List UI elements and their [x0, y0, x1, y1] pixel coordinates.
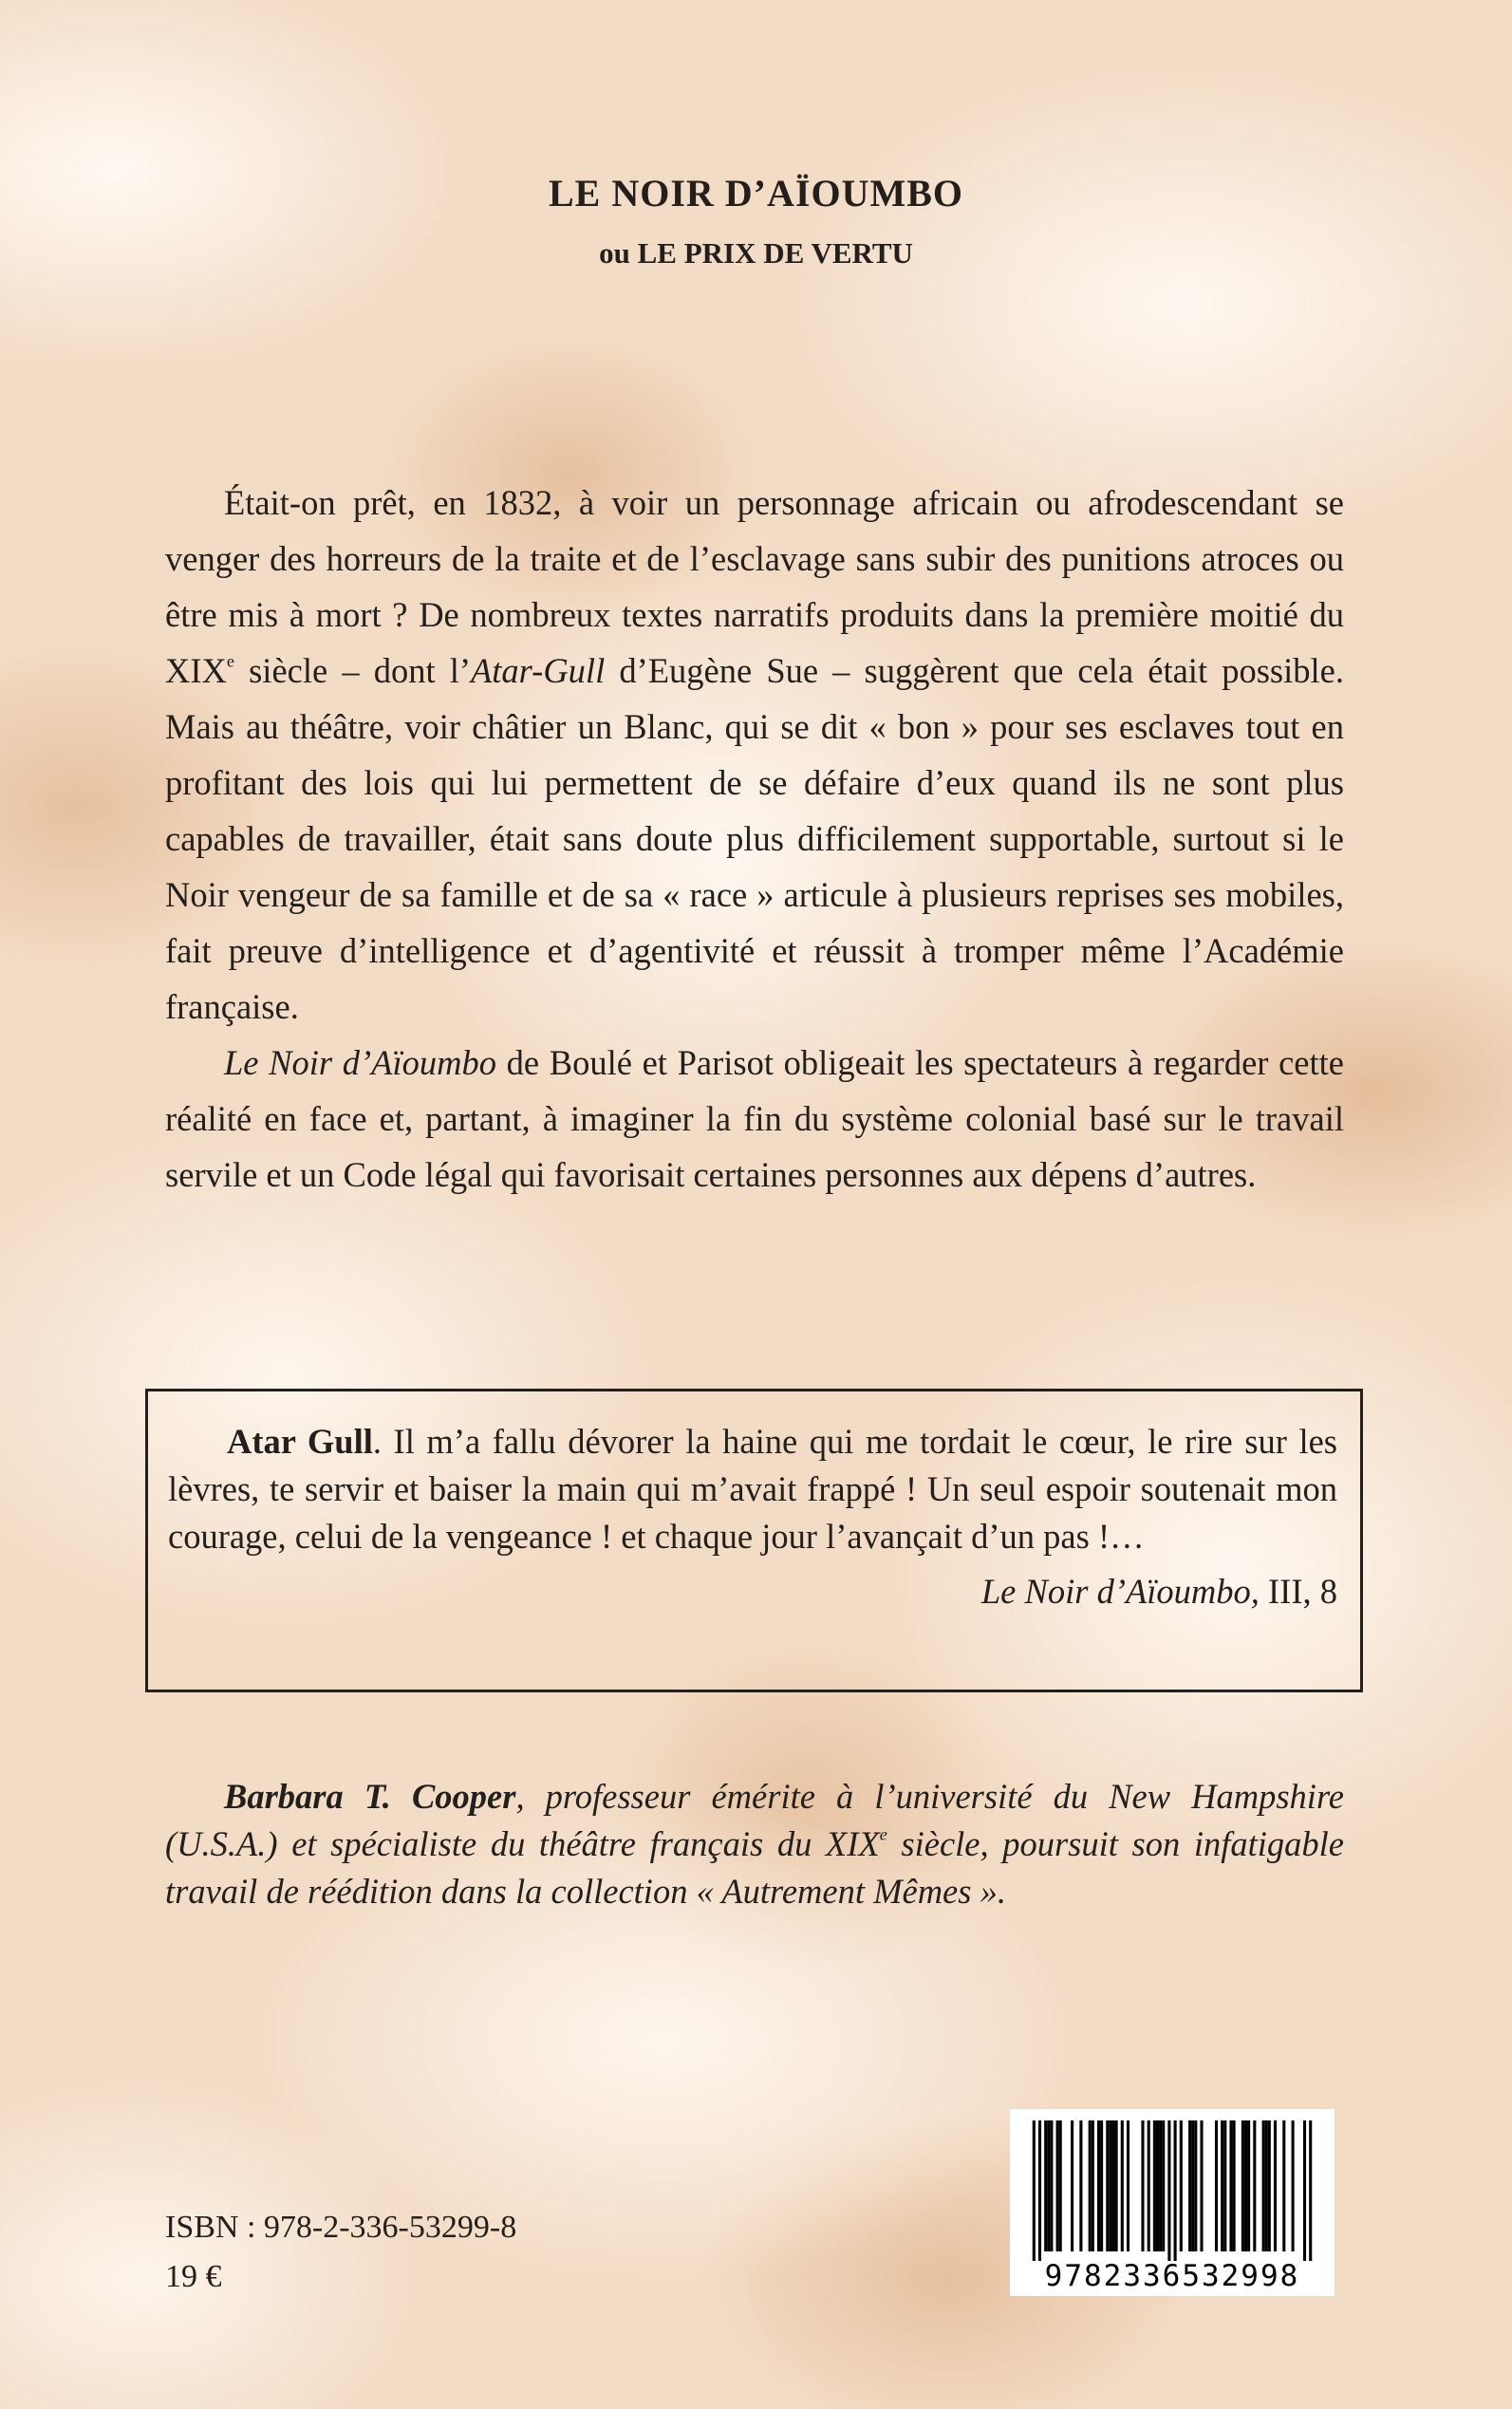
barcode-bar [1159, 2120, 1162, 2251]
barcode-bar [1148, 2120, 1150, 2251]
barcode-bar [1044, 2120, 1047, 2251]
blurb-p1-text-b: siècle – dont l’ [233, 651, 471, 690]
quote-source-ref: III, 8 [1259, 1572, 1337, 1611]
title-block [0, 171, 1512, 271]
barcode-bar [1162, 2120, 1165, 2251]
barcode-bar [1056, 2120, 1059, 2251]
blurb [165, 475, 1344, 1203]
blurb-paragraph-1 [165, 475, 1344, 1035]
blurb-p1-italic: Atar-Gull [471, 651, 606, 690]
barcode-bar [1274, 2120, 1277, 2251]
barcode-digits: 9782336532998 [1044, 2259, 1300, 2293]
barcode-bar [1282, 2120, 1285, 2251]
barcode-bar [1221, 2120, 1223, 2251]
barcode-bar [1121, 2120, 1124, 2251]
barcode-bar [1089, 2120, 1092, 2251]
author-bio-text-a: , professeur émérite à l’université du New Hampshire (U.S.A.) et spécialiste du théâtre français du XIX [165, 1777, 1345, 1863]
price: 19 € [165, 2259, 222, 2294]
barcode-bar [1059, 2120, 1062, 2251]
barcode-bar [1097, 2120, 1100, 2251]
blurb-paragraph-2 [165, 1035, 1344, 1203]
barcode-bar [1071, 2120, 1073, 2251]
barcode [1010, 2109, 1335, 2296]
quote-body: . Il m’a fallu dévorer la haine qui me tordait le cœur, le rire sur les lèvres, te servir et baiser la main qui m’avait frappé ! Un seul espoir soutenait mon courage, celui de la vengeance ! et chaque jour l’avançait d’un pas !… [168, 1422, 1337, 1556]
blurb-p1-sup: e [226, 651, 234, 671]
barcode-bar [1079, 2120, 1082, 2251]
author-bio-text-b: siècle, poursuit son infatigable travail de réédition dans la collection « Autrement Mêmes ». [165, 1824, 1344, 1911]
barcode-bar [1309, 2120, 1312, 2261]
barcode-bar [1215, 2120, 1218, 2251]
barcode-bars [1010, 2109, 1335, 2261]
barcode-bar [1262, 2120, 1265, 2251]
barcode-bar [1111, 2120, 1114, 2251]
barcode-bar [1265, 2120, 1268, 2251]
barcode-bar [1303, 2120, 1306, 2261]
barcode-bar [1268, 2120, 1271, 2251]
barcode-bar [1191, 2120, 1194, 2251]
barcode-bar [1233, 2120, 1236, 2251]
barcode-bar [1038, 2120, 1041, 2261]
barcode-bar [1194, 2120, 1197, 2251]
barcode-bar [1253, 2120, 1256, 2251]
barcode-bar [1109, 2120, 1111, 2251]
barcode-bar [1247, 2120, 1250, 2251]
book-subtitle: ou LE PRIX DE VERTU [599, 236, 913, 270]
blurb-p2-text: de Boulé et Parisot obligeait les spectateurs à regarder cette réalité en face et, partant, à imaginer la fin du système colonial basé sur le travail servile et un Code légal qui favorisait certaines personnes aux dépens d’autres. [165, 1043, 1344, 1194]
blurb-p1-text-a: Était-on prêt, en 1832, à voir un personnage africain ou afrodescendant se venger des horreurs de la traite et de l’esclavage sans subir des punitions atroces ou être mis à mort ? De nombreux textes narratifs produits dans la première moitié du XIX [165, 483, 1344, 690]
barcode-bar [1106, 2120, 1109, 2251]
quote-source [168, 1568, 1337, 1615]
barcode-bar [1180, 2120, 1183, 2251]
author-bio-sup: e [879, 1824, 887, 1844]
barcode-bar [1174, 2120, 1177, 2261]
author-bio [165, 1773, 1344, 1915]
barcode-bar [1200, 2120, 1203, 2251]
barcode-bar [1241, 2120, 1244, 2251]
quote-box [145, 1389, 1363, 1692]
barcode-bar [1244, 2120, 1247, 2251]
barcode-bar [1292, 2120, 1295, 2251]
quote-source-title: Le Noir d’Aïoumbo, [980, 1572, 1260, 1611]
quote-speaker: Atar Gull [227, 1422, 373, 1461]
barcode-bar [1153, 2120, 1156, 2251]
barcode-bar [1223, 2120, 1226, 2251]
blurb-p1-text-c: d’Eugène Sue – suggèrent que cela était possible. Mais au théâtre, voir châtier un Blanc, qui se dit « bon » pour ses esclaves tout en profitant des lois qui lui permettent de se défaire d’eux quand ils ne sont plus capables de travailler, était sans doute plus difficilement supportable, surtout si le Noir vengeur de sa famille et de sa « race » articule à plusieurs reprises ses mobiles, fait preuve d’intelligence et d’agentivité et réussit à tromper même l’Académie française. [165, 651, 1344, 1026]
barcode-bar [1127, 2120, 1129, 2251]
author-name: Barbara T. Cooper [224, 1777, 516, 1816]
barcode-bar [1156, 2120, 1159, 2251]
barcode-bar [1092, 2120, 1094, 2251]
barcode-bar [1050, 2120, 1053, 2251]
barcode-bar [1033, 2120, 1036, 2261]
barcode-bar [1115, 2120, 1118, 2251]
book-title: LE NOIR D’AÏOUMBO [548, 172, 964, 215]
barcode-bar [1229, 2120, 1232, 2251]
barcode-bar [1047, 2120, 1050, 2251]
quote-text [168, 1418, 1337, 1560]
barcode-bar [1167, 2120, 1170, 2261]
blurb-p2-italic: Le Noir d’Aïoumbo [224, 1043, 496, 1082]
isbn: ISBN : 978-2-336-53299-8 [165, 2210, 517, 2245]
barcode-bar [1100, 2120, 1103, 2251]
barcode-bar [1141, 2120, 1144, 2251]
barcode-bar [1188, 2120, 1191, 2251]
